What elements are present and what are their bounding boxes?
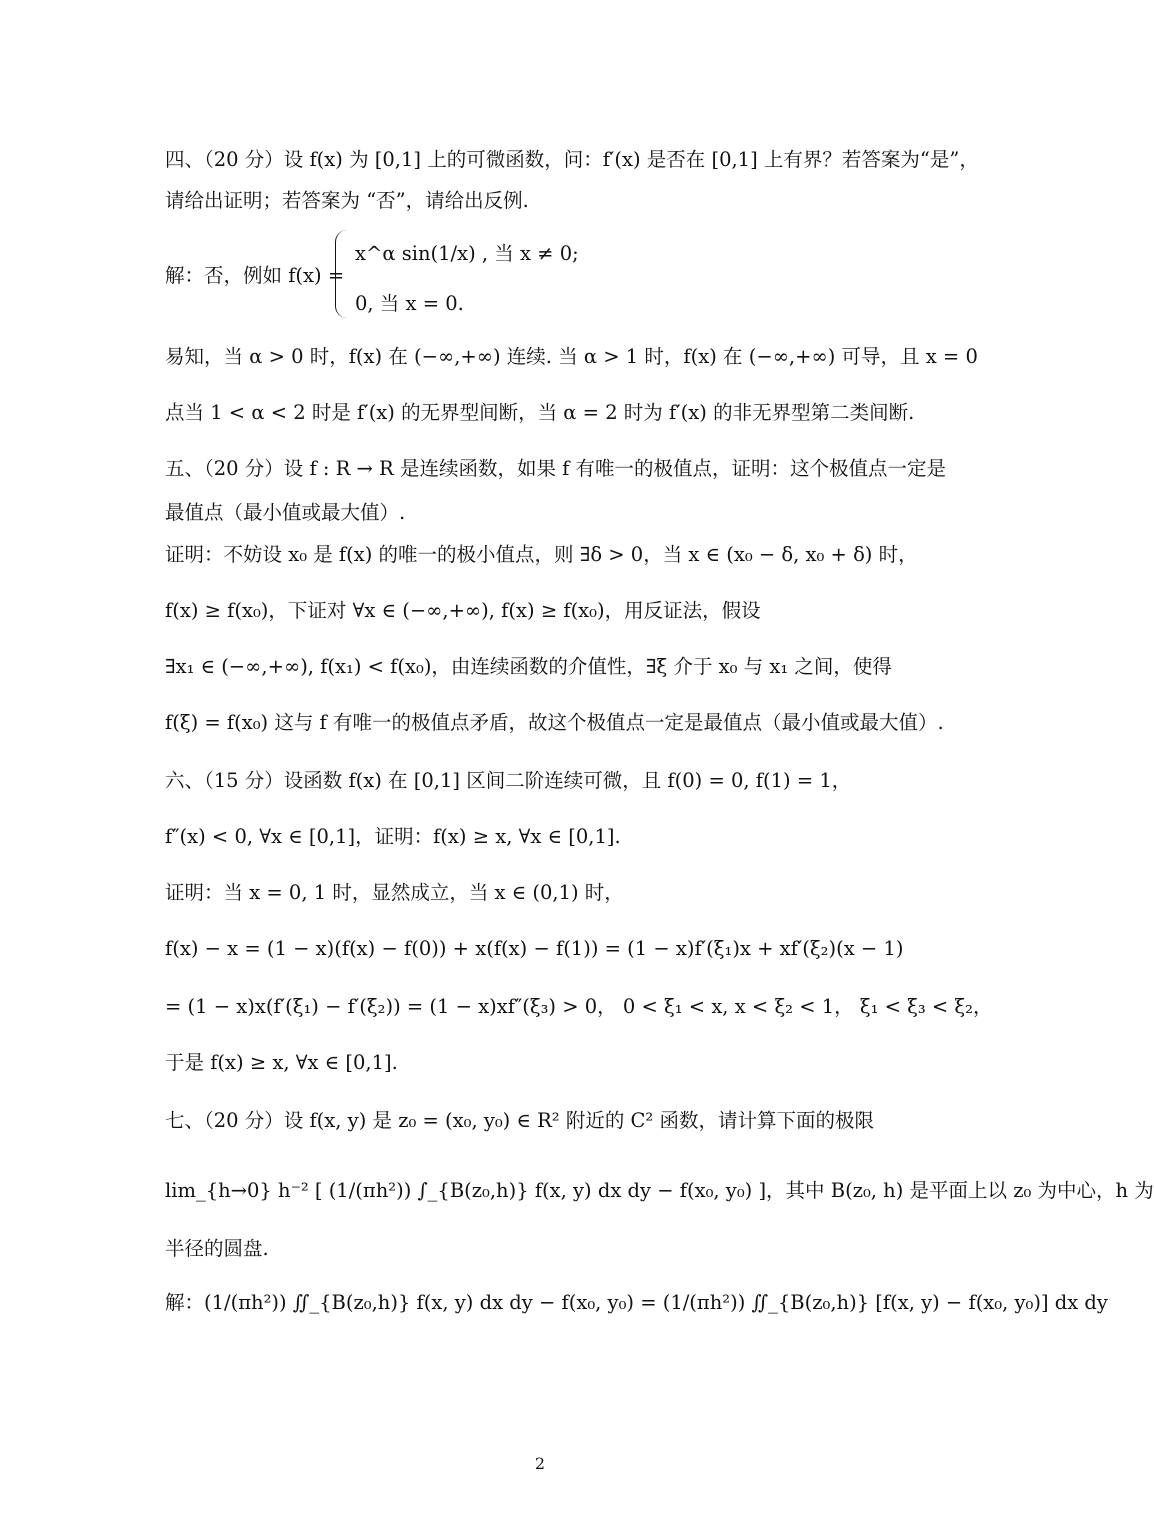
problem7-question-line1: 七、（20 分）设 f(x, y) 是 z₀ = (x₀, y₀) ∈ R² 附近的 C² 函数，请计算下面的极限 xyxy=(165,1109,874,1132)
problem6-proof-line3: = (1 − x)x(f′(ξ₁) − f′(ξ₂)) = (1 − x)xf″(ξ₃) > 0， 0 < ξ₁ < x, x < ξ₂ < 1， ξ₁ < ξ₃ < ξ₂， xyxy=(165,995,993,1018)
problem6-question-line2: f″(x) < 0, ∀x ∈ [0,1]，证明：f(x) ≥ x, ∀x ∈ [0,1]. xyxy=(165,825,621,848)
problem7-question-line3: 半径的圆盘. xyxy=(165,1237,269,1260)
solution-lead: 解：否，例如 f(x) = xyxy=(165,264,345,287)
problem7-limit-expression: lim_{h→0} h⁻² [ (1/(πh²)) ∫_{B(z₀,h)} f(x, y) dx dy − f(x₀, y₀) ]，其中 B(z₀, h) 是平面上以 z₀ 为中心，h 为 xyxy=(165,1179,1154,1202)
problem5-question-line2: 最值点（最小值或最大值）. xyxy=(165,501,406,524)
problem6-proof-line1: 证明：当 x = 0, 1 时，显然成立，当 x ∈ (0,1) 时， xyxy=(165,881,624,904)
problem5-proof-line1: 证明：不妨设 x₀ 是 f(x) 的唯一的极小值点，则 ∃δ > 0，当 x ∈ (x₀ − δ, x₀ + δ) 时， xyxy=(165,543,918,566)
problem7-solution-line1: 解：(1/(πh²)) ∬_{B(z₀,h)} f(x, y) dx dy − f(x₀, y₀) = (1/(πh²)) ∬_{B(z₀,h)} [f(x, y) − f(x₀, y₀)] dx dy xyxy=(165,1291,1108,1314)
problem5-proof-line3: ∃x₁ ∈ (−∞,+∞), f(x₁) < f(x₀)，由连续函数的介值性，∃ξ 介于 x₀ 与 x₁ 之间，使得 xyxy=(165,655,892,678)
problem4-solution-line1: 易知，当 α > 0 时，f(x) 在 (−∞,+∞) 连续. 当 α > 1 时，f(x) 在 (−∞,+∞) 可导，且 x = 0 xyxy=(165,345,978,368)
left-brace xyxy=(335,230,350,318)
page-number: 2 xyxy=(534,1454,546,1473)
problem4-question-line2: 请给出证明；若答案为 “否”，请给出反例. xyxy=(165,189,529,212)
problem6-question-line1: 六、（15 分）设函数 f(x) 在 [0,1] 区间二阶连续可微，且 f(0) = 0, f(1) = 1， xyxy=(165,769,852,792)
problem4-question-line1: 四、（20 分）设 f(x) 为 [0,1] 上的可微函数，问：f′(x) 是否在 [0,1] 上有界？若答案为“是”， xyxy=(165,148,979,171)
problem4-solution-line2: 点当 1 < α < 2 时是 f′(x) 的无界型间断，当 α = 2 时为 f′(x) 的非无界型第二类间断. xyxy=(165,401,915,424)
piecewise-definition xyxy=(165,230,585,320)
piecewise-case-1: x^α sin(1/x) , 当 x ≠ 0; xyxy=(355,242,579,265)
problem5-proof-line4: f(ξ) = f(x₀) 这与 f 有唯一的极值点矛盾，故这个极值点一定是最值点（最小值或最大值）. xyxy=(165,711,944,734)
problem5-question-line1: 五、（20 分）设 f : R → R 是连续函数，如果 f 有唯一的极值点，证明：这个极值点一定是 xyxy=(165,457,947,480)
problem6-proof-line4: 于是 f(x) ≥ x, ∀x ∈ [0,1]. xyxy=(165,1051,398,1074)
problem5-proof-line2: f(x) ≥ f(x₀)，下证对 ∀x ∈ (−∞,+∞), f(x) ≥ f(x₀)，用反证法，假设 xyxy=(165,599,761,622)
piecewise-case-2: 0, 当 x = 0. xyxy=(355,292,464,315)
problem6-proof-line2: f(x) − x = (1 − x)(f(x) − f(0)) + x(f(x) − f(1)) = (1 − x)f′(ξ₁)x + xf′(ξ₂)(x − 1) xyxy=(165,937,904,960)
